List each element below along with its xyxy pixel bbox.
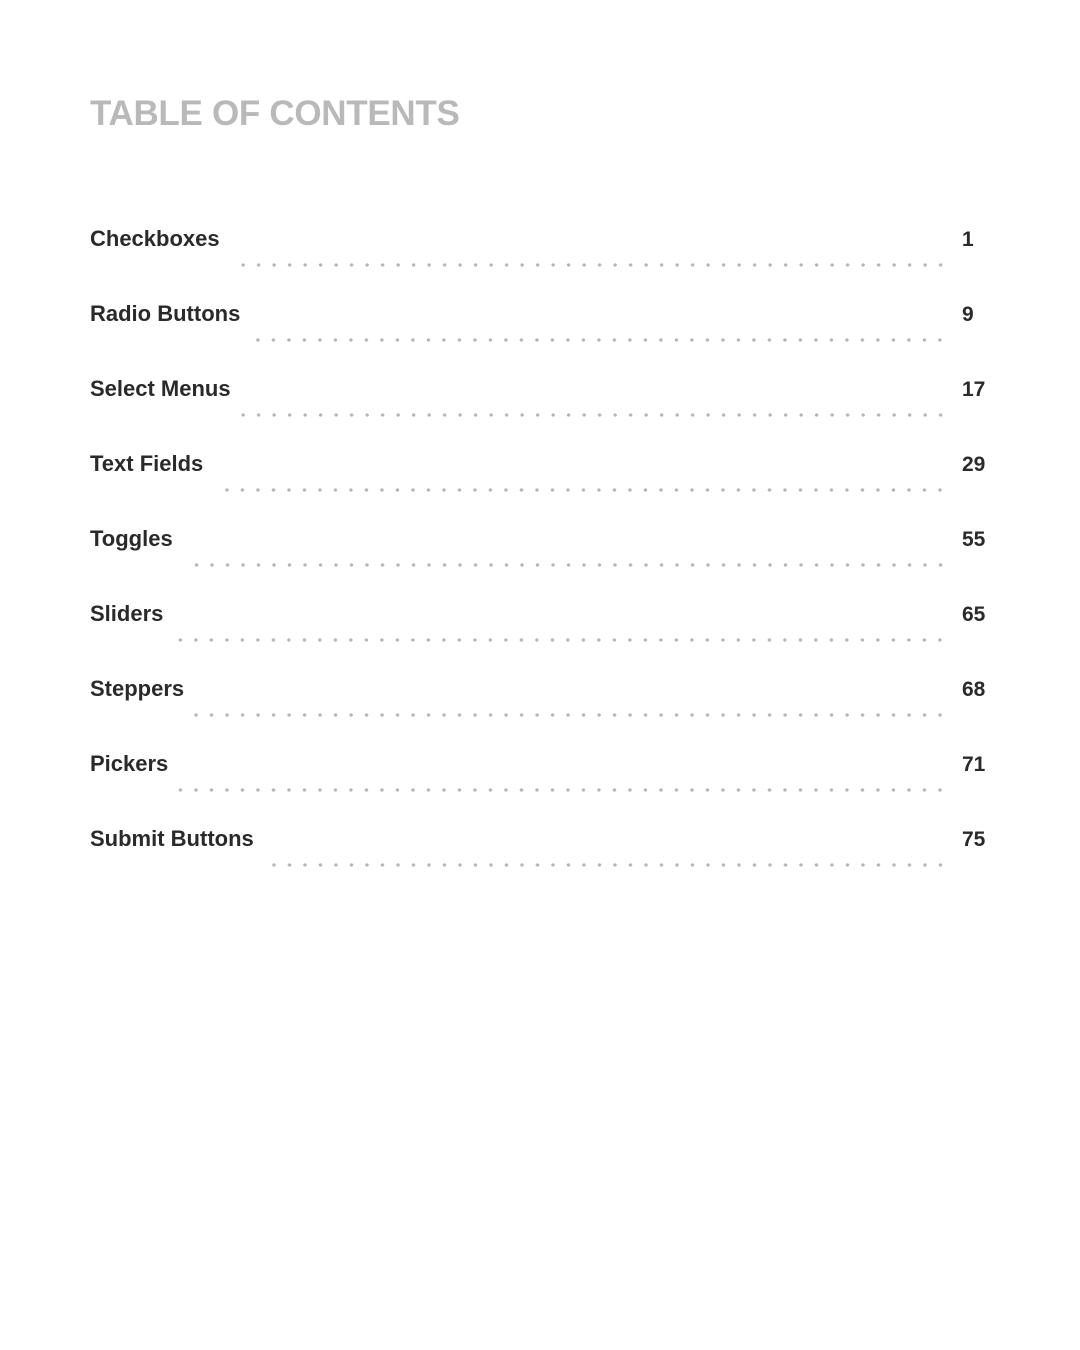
toc-entry-page-number: 65 xyxy=(962,603,986,626)
toc-entry-page-number: 71 xyxy=(962,753,986,776)
toc-entry[interactable] xyxy=(90,371,990,446)
dot-leader xyxy=(241,413,948,417)
toc-entry-label: Checkboxes xyxy=(90,226,220,251)
toc-entry[interactable] xyxy=(90,446,990,521)
toc-entry-page-number: 1 xyxy=(962,228,974,251)
toc-entry[interactable] xyxy=(90,746,990,821)
toc-entry-label: Select Menus xyxy=(90,376,231,401)
toc-entry-label: Sliders xyxy=(90,601,164,626)
toc-entry-label: Pickers xyxy=(90,751,169,776)
toc-entry-label: Steppers xyxy=(90,676,185,701)
dot-leader xyxy=(230,263,948,267)
toc-entry[interactable] xyxy=(90,521,990,596)
dot-leader xyxy=(194,713,948,717)
dot-leader xyxy=(178,788,948,792)
toc-entry-label: Text Fields xyxy=(90,451,204,476)
toc-entry[interactable] xyxy=(90,596,990,671)
toc-entry-page-number: 17 xyxy=(962,378,986,401)
toc-entry-page-number: 29 xyxy=(962,453,986,476)
toc-list xyxy=(90,221,990,896)
page-title: TABLE OF CONTENTS xyxy=(90,94,460,133)
toc-entry-label: Toggles xyxy=(90,526,173,551)
dot-leader xyxy=(250,338,948,342)
dot-leader xyxy=(173,638,948,642)
toc-entry[interactable] xyxy=(90,296,990,371)
toc-entry[interactable] xyxy=(90,221,990,296)
toc-entry-label: Submit Buttons xyxy=(90,826,254,851)
toc-entry-page-number: 75 xyxy=(962,828,986,851)
dot-leader xyxy=(213,488,948,492)
toc-entry-page-number: 9 xyxy=(962,303,974,326)
dot-leader xyxy=(264,863,948,867)
toc-entry-page-number: 68 xyxy=(962,678,986,701)
toc-entry[interactable] xyxy=(90,671,990,746)
toc-entry[interactable] xyxy=(90,821,990,896)
toc-entry-page-number: 55 xyxy=(962,528,986,551)
dot-leader xyxy=(183,563,948,567)
toc-entry-label: Radio Buttons xyxy=(90,301,241,326)
